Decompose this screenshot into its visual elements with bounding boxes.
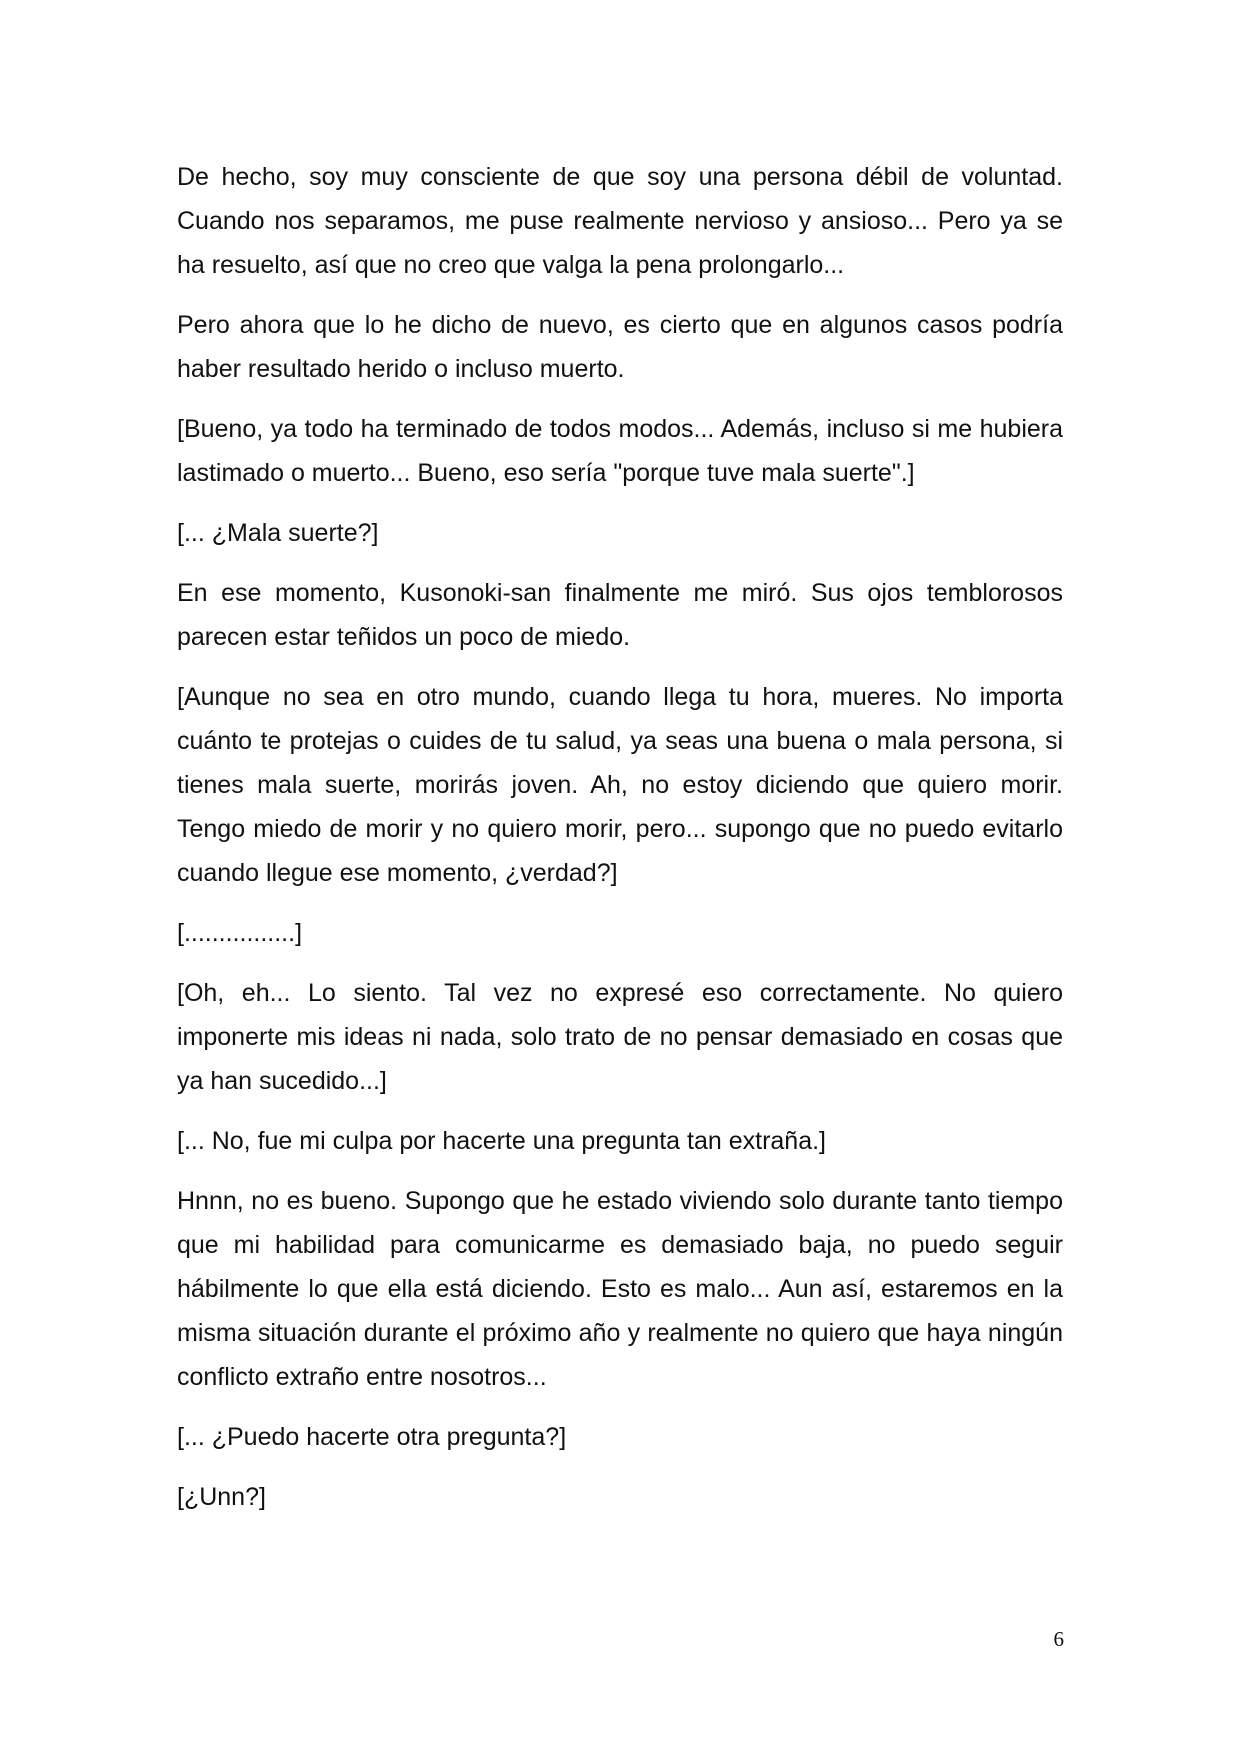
paragraph-12: [¿Unn?]	[177, 1483, 266, 1511]
paragraph-5: En ese momento, Kusonoki-san finalmente me miró. Sus ojos temblorosos parecen estar teñidos un poco de miedo.	[177, 579, 1063, 651]
paragraph-8: [Oh, eh... Lo siento. Tal vez no expresé eso correctamente. No quiero imponerte mis ideas ni nada, solo trato de no pensar demasiado en cosas que ya han sucedido...]	[177, 979, 1063, 1095]
paragraph-3: [Bueno, ya todo ha terminado de todos modos... Además, incluso si me hubiera lastimado o muerto... Bueno, eso sería "porque tuve mala suerte".]	[177, 415, 1063, 487]
paragraph-1: De hecho, soy muy consciente de que soy una persona débil de voluntad. Cuando nos separamos, me puse realmente nervioso y ansioso... Pero ya se ha resuelto, así que no creo que valga la pena prolongarlo...	[177, 163, 1063, 279]
paragraph-7: [................]	[177, 919, 303, 947]
paragraph-10: Hnnn, no es bueno. Supongo que he estado viviendo solo durante tanto tiempo que mi habilidad para comunicarme es demasiado baja, no puedo seguir hábilmente lo que ella está diciendo. Esto es malo... Aun así, estaremos en la misma situación durante el próximo año y realmente no quiero que haya ningún conflicto extraño entre nosotros...	[177, 1187, 1063, 1391]
paragraph-6: [Aunque no sea en otro mundo, cuando llega tu hora, mueres. No importa cuánto te protejas o cuides de tu salud, ya seas una buena o mala persona, si tienes mala suerte, morirás joven. Ah, no estoy diciendo que quiero morir. Tengo miedo de morir y no quiero morir, pero... supongo que no puedo evitarlo cuando llegue ese momento, ¿verdad?]	[177, 683, 1063, 887]
paragraph-4: [... ¿Mala suerte?]	[177, 519, 379, 547]
paragraph-2: Pero ahora que lo he dicho de nuevo, es cierto que en algunos casos podría haber resultado herido o incluso muerto.	[177, 311, 1063, 383]
paragraph-11: [... ¿Puedo hacerte otra pregunta?]	[177, 1423, 567, 1451]
body-text	[177, 155, 1063, 1535]
page-number: 6	[1053, 1627, 1064, 1651]
paragraph-9: [... No, fue mi culpa por hacerte una pregunta tan extraña.]	[177, 1127, 826, 1155]
